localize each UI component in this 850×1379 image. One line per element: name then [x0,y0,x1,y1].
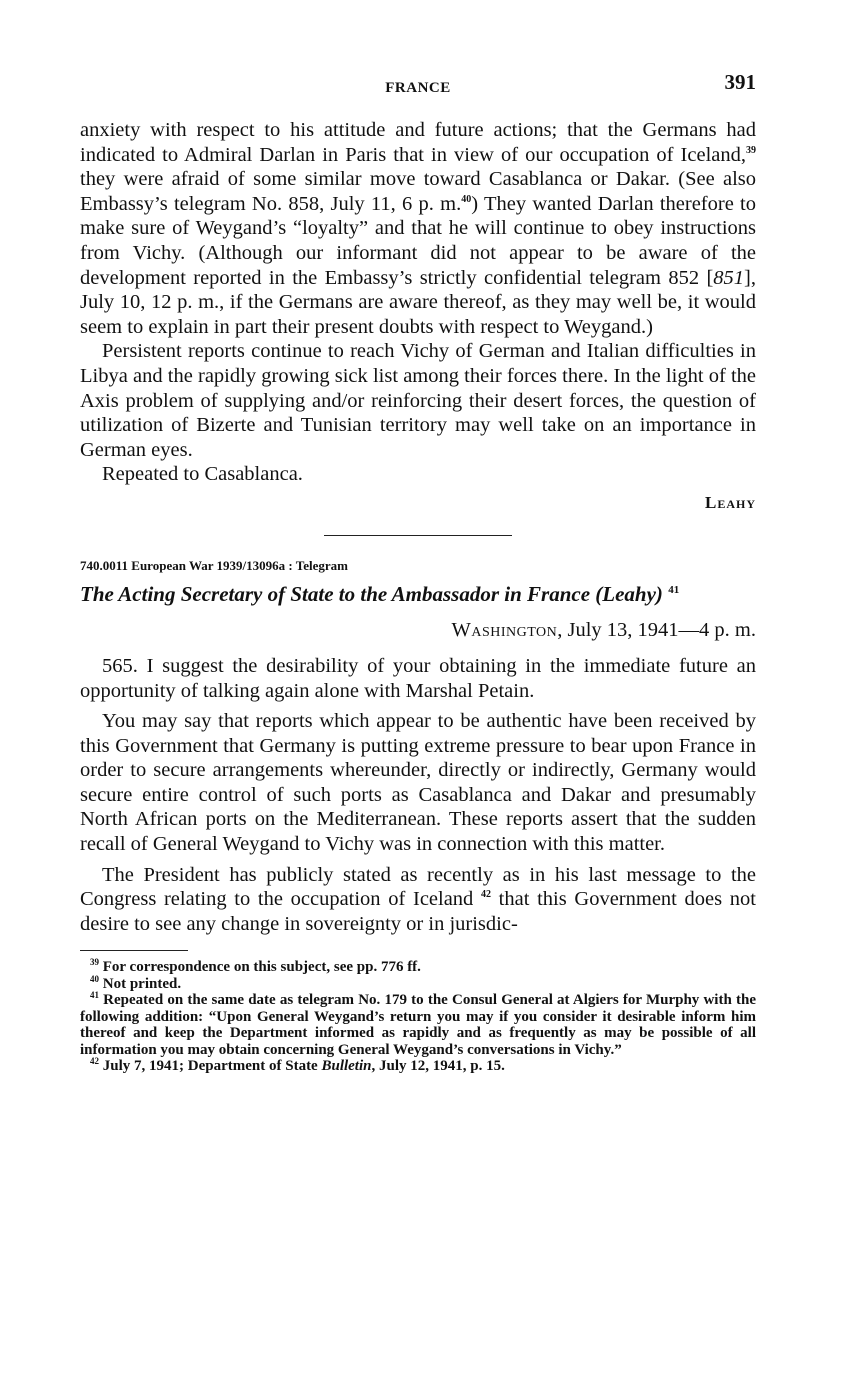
footnote-number: 42 [90,1056,99,1067]
text-run: that this Government does not desire to see any change in sovereignty or in jurisdic- [80,888,756,935]
footnote-number: 40 [90,973,99,984]
text-run: ], July 10, 12 p. m., if the Germans are aware thereof, as they may well be, it would seem to explain in part their present doubts with respect to Weygand.) [80,266,756,338]
footnote-italic: Bulletin [321,1058,372,1075]
footnote-41 [80,992,756,1058]
telegram-paragraph-1: 565. I suggest the desirability of your obtaining in the immediate future an opportunity of talking again alone with Marshal Petain. [80,654,756,702]
footnote-42 [80,1058,756,1075]
section-divider [324,535,512,536]
telegram-paragraph-2: You may say that reports which appear to be authentic have been received by this Government that Germany is putting extreme pressure to bear upon France in order to secure arrangements whereunder, directly or indirectly, Germany would secure entire control of such ports as Casablanca and Dakar and presumably North African ports on the Mediterranean. These reports assert that the sudden recall of General Weygand to Vichy was in connection with this matter. [80,710,756,856]
continuation-paragraph-3: Repeated to Casablanca. [102,463,303,486]
text-run: ) They wanted Darlan therefore to make sure of Weygand’s “loyalty” and that he will continue to obey instructions from Vichy. (Although our informant did not appear to be aware of the development reported in the Embassy’s strictly confidential telegram 852 [ [80,192,756,289]
date: , July 13, 1941—4 p. m. [557,618,756,641]
running-head [80,66,756,102]
page-number: 391 [724,70,756,94]
text-run: The President has publicly stated as recently as in his last message to the Congress relating to the occupation of Iceland [80,863,756,911]
place: Washington [451,618,558,641]
footnote-text: , July 12, 1941, p. 15. [371,1058,505,1075]
footnote-ref-40: 40 [461,193,472,205]
footnote-text: July 7, 1941; Department of State [99,1058,322,1075]
text-run: they were afraid of some similar move toward Casablanca or Dakar. (See also Embassy’s telegram No. 858, July 11, 6 p. m. [80,168,756,215]
footnote-ref-42: 42 [481,889,491,901]
telegram-paragraph-3 [80,863,756,937]
footnote-text: For correspondence on this subject, see pp. 776 ff. [99,959,421,976]
footnote-text: Repeated on the same date as telegram No. 179 to the Consul General at Algiers for Murphy with the following addition: “Upon General Weygand’s return you may if you consider it desirable inform him thereof and keep the Department informed as rapidly and as frequently as may be possible of all information you may obtain concerning General Weygand’s conversations in Vichy.” [80,992,756,1058]
document-title-text: The Acting Secretary of State to the Ambassador in France (Leahy) [80,581,663,606]
file-reference: 740.0011 European War 1939/13096a : Telegram [80,557,348,573]
italic-run: 851 [713,266,745,289]
text-run: anxiety with respect to his attitude and future actions; that the Germans had indicated to Admiral Darlan in Paris that in view of our occupation of Iceland, [80,119,756,166]
footnote-number: 39 [90,957,99,968]
place-date-line [80,619,756,642]
document-title [80,582,756,607]
signature: Leahy [704,492,756,512]
footnote-text: Not printed. [99,975,182,992]
footnote-40 [80,973,756,993]
continuation-paragraph-1 [80,118,756,339]
footnote-number: 41 [90,990,99,1001]
running-title: FRANCE [385,80,451,96]
footnote-39 [80,959,756,976]
footnote-ref-39: 39 [746,144,756,156]
continuation-paragraph-2: Persistent reports continue to reach Vichy of German and Italian difficulties in Libya and the rapidly growing sick list among their forces there. In the light of the Axis problem of supplying and/or reinforcing their desert forces, the question of utilization of Bizerte and Tunisian territory may well take on an importance in German eyes. [80,340,756,461]
footnote-ref-41: 41 [668,583,680,596]
footnote-rule [80,950,188,951]
document-page [80,66,756,1075]
